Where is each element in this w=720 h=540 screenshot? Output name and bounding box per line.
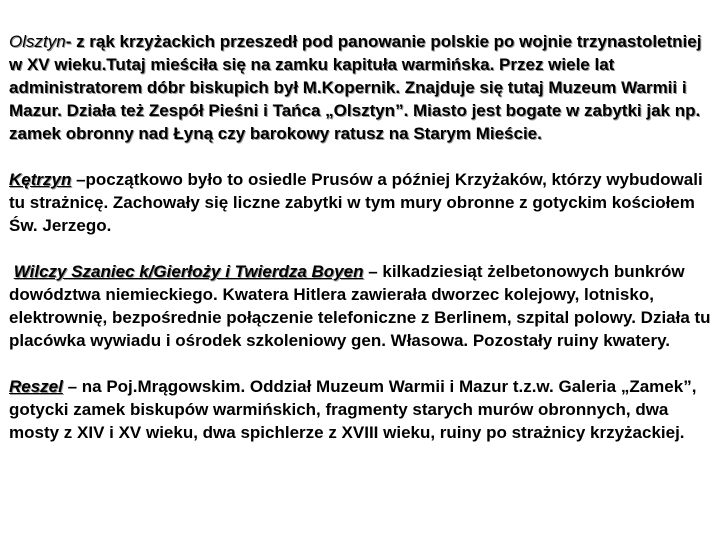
paragraph-wilczy-szaniec <box>9 260 711 352</box>
text-ketrzyn: –początkowo było to osiedle Prusów a później Krzyżaków, którzy wybudowali tu strażnicę. Zachowały się liczne zabytki w tym mury obronne z gotyckim kościołem Św. Jerzego. <box>9 170 703 235</box>
text-olsztyn: - z rąk krzyżackich przeszedł pod panowanie polskie po wojnie trzynastoletniej w XV wieku.Tutaj mieściła się na zamku kapituła warmińska. Przez wiele lat administratorem dóbr biskupich był M.Kopernik. Znajduje się tutaj Muzeum Warmii i Mazur. Działa też Zespół Pieśni i Tańca „Olsztyn”. Miasto jest bogate w zabytki jak np. zamek obronny nad Łyną czy barokowy ratusz na Starym Mieście. <box>9 32 702 143</box>
heading-ketrzyn: Kętrzyn <box>9 170 72 189</box>
text-reszel: – na Poj.Mrągowskim. Oddział Muzeum Warmii i Mazur t.z.w. Galeria „Zamek”, gotycki zamek biskupów warmińskich, fragmenty starych murów obronnych, dwa mosty z XIV i XV wieku, dwa spichlerze z XVIII wieku, ruiny po strażnicy krzyżackiej. <box>9 377 697 442</box>
slide-content <box>9 30 711 444</box>
heading-wilczy-szaniec: Wilczy Szaniec k/Gierłoży i Twierdza Boyen <box>13 262 364 281</box>
paragraph-ketrzyn <box>9 168 711 237</box>
heading-olsztyn: Olsztyn <box>9 32 66 51</box>
heading-reszel: Reszel <box>9 377 63 396</box>
text-wilczy-szaniec: – kilkadziesiąt żelbetonowych bunkrów dowództwa niemieckiego. Kwatera Hitlera zawierała dworzec kolejowy, lotnisko, elektrownię, bezpośrednie połączenie telefoniczne z Berlinem, szpital polowy. Działa tu placówka wywiadu i ośrodek szkoleniowy gen. Własowa. Pozostały ruiny kwatery. <box>9 262 711 350</box>
paragraph-olsztyn <box>9 30 711 145</box>
paragraph-reszel <box>9 375 711 444</box>
